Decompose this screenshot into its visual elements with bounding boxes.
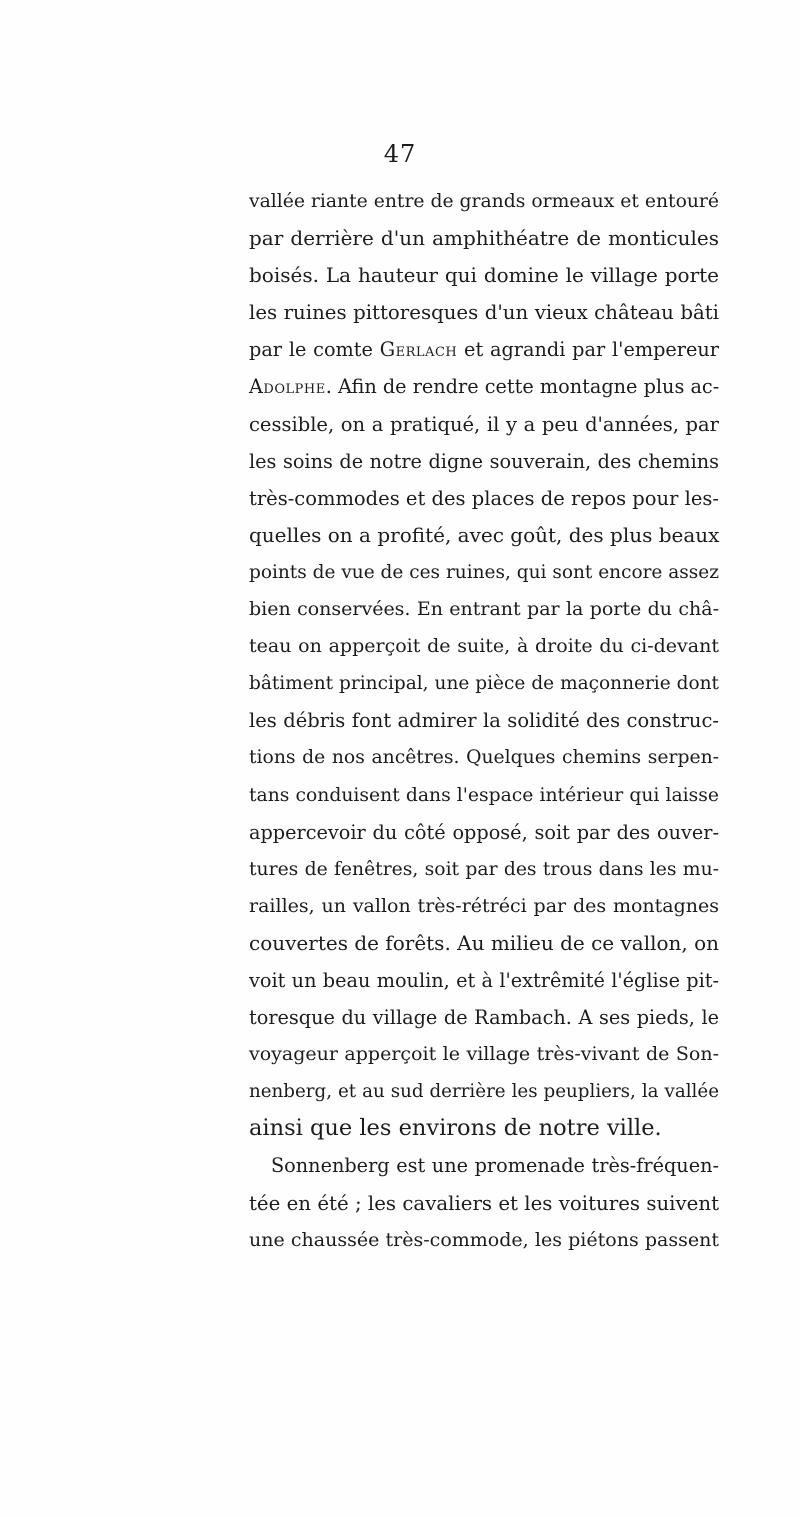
line-text: teau on apperçoit de suite, à droite du ci-devant xyxy=(249,635,719,658)
line-text: bâtiment principal, une pièce de maçonnerie dont xyxy=(249,673,719,695)
text-line xyxy=(249,331,719,368)
body-text xyxy=(249,183,719,1259)
line-text: nenberg, et au sud derrière les peupliers, la vallée xyxy=(249,1081,719,1103)
text-line xyxy=(249,591,719,628)
text-line xyxy=(249,665,719,702)
line-text: points de vue de ces ruines, qui sont encore assez xyxy=(249,561,719,583)
text-line xyxy=(249,257,719,294)
line-text: tures de fenêtres, soit par des trous dans les mu- xyxy=(249,858,719,880)
line-text: par derrière d'un amphithéatre de monticules xyxy=(249,226,719,251)
proper-name-small-caps: Adolphe xyxy=(249,375,326,399)
line-text: tée en été ; les cavaliers et les voitures suivent xyxy=(249,1191,719,1215)
line-text: les ruines pittoresques d'un vieux château bâti xyxy=(249,301,719,325)
text-line xyxy=(249,554,719,591)
text-line xyxy=(249,220,719,257)
text-line xyxy=(249,517,719,554)
line-text: tions de nos ancêtres. Quelques chemins serpen- xyxy=(249,747,719,769)
text-line xyxy=(249,294,719,331)
line-text: toresque du village de Rambach. A ses pieds, le xyxy=(249,1006,719,1030)
line-text: railles, un vallon très-rétréci par des montagnes xyxy=(249,894,719,917)
text-line xyxy=(249,443,719,480)
text-line xyxy=(249,183,719,220)
line-text: Sonnenberg est une promenade très-fréquen- xyxy=(271,1154,719,1178)
line-text: appercevoir du côté opposé, soit par des ouver- xyxy=(249,820,719,844)
proper-name-small-caps: Gerlach xyxy=(379,338,458,362)
text-line xyxy=(249,1222,719,1259)
text-line xyxy=(249,925,719,962)
text-line xyxy=(249,1073,719,1110)
text-line xyxy=(249,628,719,665)
line-text: ainsi que les environs de notre ville. xyxy=(249,1115,662,1142)
text-line xyxy=(249,777,719,814)
text-line xyxy=(249,962,719,999)
line-text: couvertes de forêts. Au milieu de ce vallon, on xyxy=(249,930,720,955)
text-line xyxy=(249,1185,719,1222)
text-line xyxy=(249,851,719,888)
text-line xyxy=(249,406,719,443)
line-text: les soins de notre digne souverain, des chemins xyxy=(249,449,719,473)
line-text: cessible, on a pratiqué, il y a peu d'années, par xyxy=(249,412,719,436)
text-line xyxy=(249,1110,719,1147)
line-text: vallée riante entre de grands ormeaux et entouré xyxy=(249,191,719,212)
line-text: voyageur apperçoit le village très-vivant de Son- xyxy=(249,1043,719,1066)
text-line xyxy=(249,368,719,405)
line-text: voit un beau moulin, et à l'extrêmité l'église pit- xyxy=(249,968,719,992)
line-text: boisés. La hauteur qui domine le village porte xyxy=(249,263,719,288)
text-line xyxy=(249,1147,719,1184)
line-text: très-commodes et des places de repos pour les- xyxy=(249,486,719,510)
line-text: les débris font admirer la solidité des construc- xyxy=(249,709,719,733)
text-line xyxy=(249,888,719,925)
text-line xyxy=(249,999,719,1036)
text-line xyxy=(249,1036,719,1073)
line-text: bien conservées. En entrant par la porte du châ- xyxy=(249,598,719,621)
line-text-continued: et agrandi par l'empereur xyxy=(457,338,719,362)
text-line xyxy=(249,480,719,517)
line-text: par le comte xyxy=(249,338,380,362)
text-line xyxy=(249,814,719,851)
line-text: quelles on a profité, avec goût, des plus beaux xyxy=(249,522,720,547)
line-text-continued: . Afin de rendre cette montagne plus ac- xyxy=(325,375,720,399)
line-text: tans conduisent dans l'espace intérieur qui laisse xyxy=(249,784,719,806)
page-number: 47 xyxy=(383,140,417,168)
line-text: une chaussée très-commode, les piétons passent xyxy=(249,1228,719,1251)
text-line xyxy=(249,739,719,776)
text-line xyxy=(249,702,719,739)
